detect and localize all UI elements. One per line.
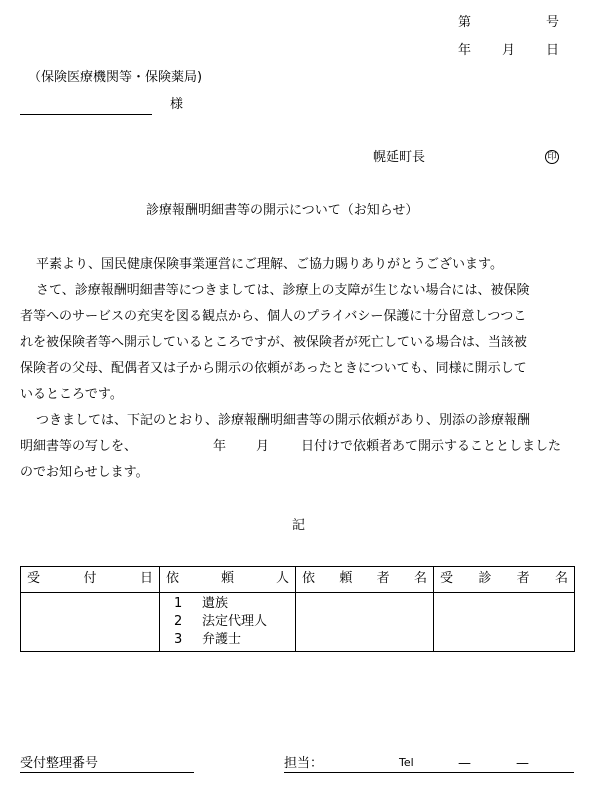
ki-heading: 記: [292, 518, 306, 533]
paragraph-line: れを被保険者等へ開示しているところですが、被保険者が死亡している場合は、当該被: [20, 335, 527, 350]
header-received-date: 受 付 日: [21, 567, 160, 593]
date-rest-text: 日付けで依頼者あて開示することとしました: [301, 439, 562, 454]
paragraph-line: いるところです。: [20, 387, 123, 402]
contact-line: [284, 772, 574, 773]
date-month-label: 月: [256, 439, 270, 454]
paragraph-line: つきましては、下記のとおり、診療報酬明細書等の開示依頼があり、別添の診療報酬: [36, 413, 531, 428]
received-date-cell[interactable]: [21, 593, 160, 652]
sender-title: 幌延町長: [373, 150, 426, 165]
requester-option-bereaved[interactable]: 1 遺族: [174, 596, 229, 611]
number-prefix: 第: [458, 15, 472, 30]
header-requester: 依 頼 人: [160, 567, 296, 593]
table-row: [21, 593, 575, 652]
header-patient-name: 受 診 者 名: [434, 567, 575, 593]
tel-separator: —: [458, 756, 471, 771]
requester-type-cell: [160, 593, 296, 652]
document-title: 診療報酬明細書等の開示について（お知らせ）: [146, 203, 419, 218]
paragraph-line: 者等へのサービスの充実を図る観点から、個人のプライバシー保護に十分留意しつつこ: [20, 309, 527, 324]
header-requester-name: 依 頼 者 名: [296, 567, 434, 593]
paragraph-line: 保険者の父母、配偶者又は子から開示の依頼があったときについても、同様に開示して: [20, 361, 527, 376]
receipt-number-label: 受付整理番号: [20, 756, 99, 771]
tel-separator: —: [516, 756, 529, 771]
paragraph-line: さて、診療報酬明細書等につきましては、診療上の支障が生じない場合には、被保険: [36, 283, 530, 298]
date-year-label: 年: [213, 439, 227, 454]
requester-option-lawyer[interactable]: 3 弁護士: [174, 632, 242, 647]
date-day: 日: [546, 43, 560, 58]
date-year: 年: [458, 43, 472, 58]
patient-name-cell[interactable]: [434, 593, 575, 652]
table-header-row: [21, 567, 575, 593]
tel-label: Tel: [399, 756, 414, 769]
paragraph-line: 明細書等の写しを、: [20, 439, 138, 454]
receipt-number-line: [20, 772, 194, 773]
paragraph-line: 平素より、国民健康保険事業運営にご理解、ご協力賜りありがとうございます。: [36, 257, 503, 272]
date-month: 月: [502, 43, 516, 58]
recipient-name-line: [20, 114, 152, 115]
recipient-institution-type: （保険医療機関等・保険薬局): [28, 70, 203, 85]
number-suffix: 号: [546, 15, 560, 30]
seal-mark: 印: [545, 150, 559, 164]
request-table: [20, 566, 575, 652]
recipient-honorific: 様: [170, 97, 184, 112]
paragraph-line: のでお知らせします。: [20, 465, 149, 480]
requester-option-legal-rep[interactable]: 2 法定代理人: [174, 614, 268, 629]
requester-name-cell[interactable]: [296, 593, 434, 652]
contact-label: 担当：: [284, 756, 324, 771]
